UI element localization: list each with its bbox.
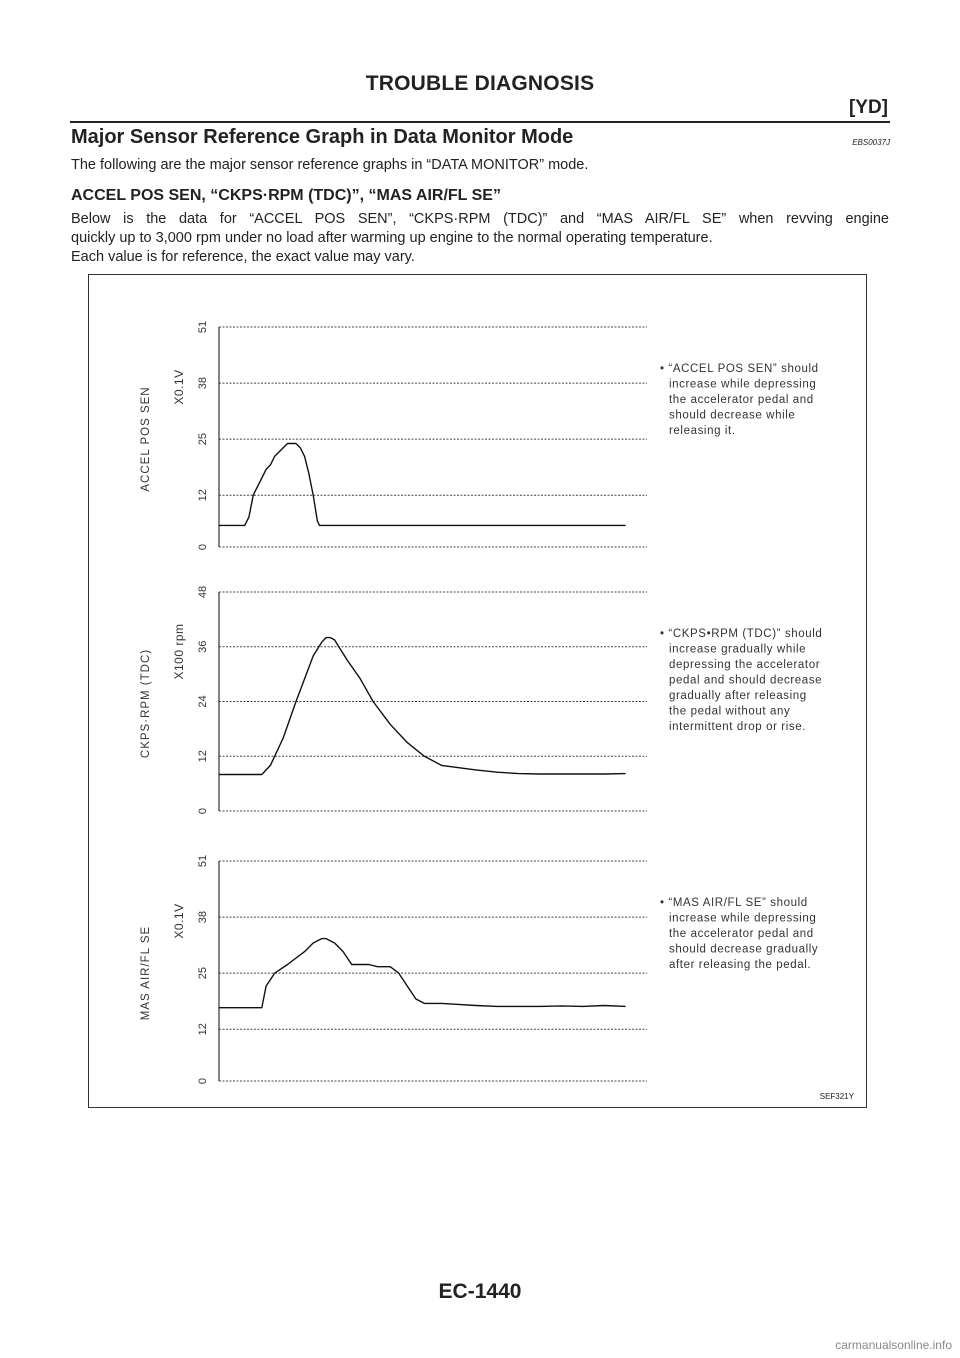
- y-tick-label: 25: [197, 967, 209, 980]
- watermark: carmanualsonline.info: [835, 1338, 952, 1352]
- note-line: intermittent drop or rise.: [669, 721, 807, 733]
- section-code: EBS0037J: [852, 138, 890, 147]
- subsection-title: ACCEL POS SEN, “CKPS·RPM (TDC)”, “MAS AIR/FL SE”: [71, 187, 501, 204]
- page-header-title: TROUBLE DIAGNOSIS: [365, 72, 595, 95]
- note-line: pedal and should decrease: [669, 674, 823, 687]
- page-number: EC-1440: [438, 1280, 522, 1303]
- note-line: increase while depressing: [669, 912, 817, 925]
- note-line: after releasing the pedal.: [669, 959, 812, 971]
- note-line: should decrease gradually: [669, 943, 819, 956]
- y-tick-label: 51: [197, 320, 209, 334]
- body-line-2: quickly up to 3,000 rpm under no load after warming up engine to the normal operating temperature.: [71, 230, 713, 246]
- y-tick-label: 0: [197, 1077, 209, 1085]
- y-tick-label: 0: [197, 543, 209, 551]
- y-tick-label: 36: [197, 640, 209, 653]
- y-tick-label: 48: [197, 585, 209, 599]
- note-line: depressing the accelerator: [669, 659, 821, 671]
- note-line: • “ACCEL POS SEN” should: [660, 363, 819, 375]
- note-line: releasing it.: [669, 425, 736, 437]
- sensor-label: ACCEL POS SEN: [140, 386, 152, 492]
- body-line-3: Each value is for reference, the exact value may vary.: [71, 249, 415, 265]
- note-line: should decrease while: [669, 409, 796, 422]
- y-tick-label: 12: [197, 489, 209, 502]
- y-unit-label: X0.1V: [172, 369, 186, 405]
- header-divider: [70, 121, 890, 123]
- y-tick-label: 12: [197, 1023, 209, 1036]
- figure-code: SEF321Y: [819, 1092, 854, 1101]
- sensor-label: MAS AIR/FL SE: [140, 925, 152, 1021]
- sensor-graph-figure: [88, 274, 867, 1108]
- y-unit-label: X100 rpm: [172, 623, 186, 680]
- section-title: Major Sensor Reference Graph in Data Monitor Mode: [71, 126, 574, 148]
- y-tick-label: 12: [197, 750, 209, 763]
- note-line: • “MAS AIR/FL SE” should: [660, 897, 808, 909]
- y-tick-label: 51: [197, 854, 209, 868]
- sensor-graph-svg: [89, 275, 868, 1109]
- body-text: [71, 210, 889, 267]
- series-line: [219, 638, 626, 775]
- note-line: the pedal without any: [669, 705, 791, 718]
- sensor-label: CKPS·RPM (TDC): [140, 648, 152, 759]
- y-tick-label: 0: [197, 807, 209, 815]
- intro-text: The following are the major sensor reference graphs in “DATA MONITOR” mode.: [71, 157, 589, 173]
- body-line-1: Below is the data for “ACCEL POS SEN”, “CKPS·RPM (TDC)” and “MAS AIR/FL SE” when revving engine: [71, 211, 889, 227]
- note-line: gradually after releasing: [669, 690, 807, 702]
- y-tick-label: 25: [197, 433, 209, 446]
- y-tick-label: 38: [197, 910, 209, 924]
- note-line: the accelerator pedal and: [669, 928, 814, 940]
- series-line: [219, 444, 626, 526]
- engine-tag: [YD]: [848, 97, 888, 118]
- note-line: increase while depressing: [669, 378, 817, 391]
- y-unit-label: X0.1V: [172, 903, 186, 939]
- note-line: the accelerator pedal and: [669, 394, 814, 406]
- note-line: increase gradually while: [669, 643, 807, 656]
- note-line: • “CKPS•RPM (TDC)” should: [660, 628, 823, 640]
- y-tick-label: 24: [197, 695, 209, 708]
- y-tick-label: 38: [197, 376, 209, 390]
